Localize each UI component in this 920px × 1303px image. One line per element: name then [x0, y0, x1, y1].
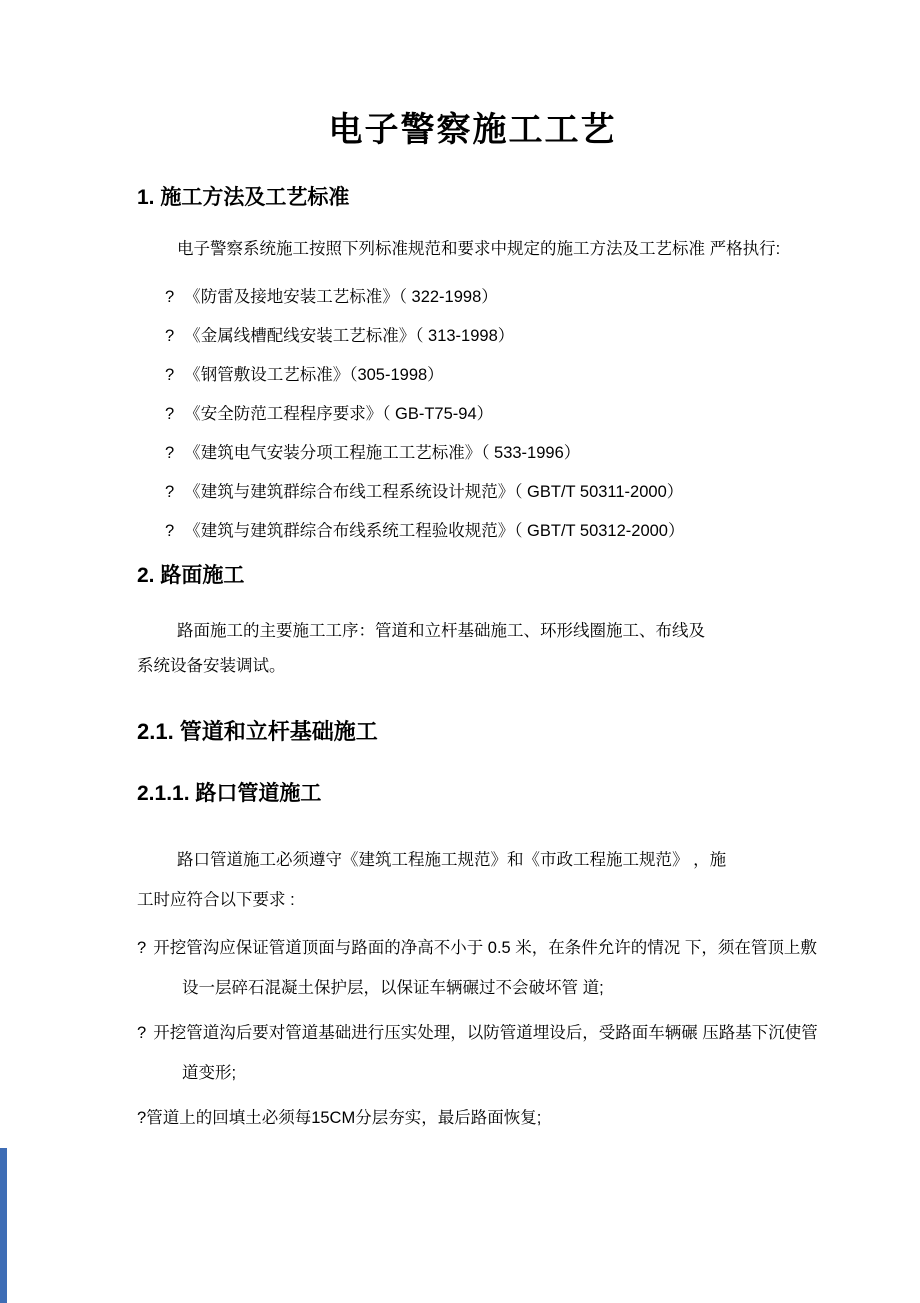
list-item-text: 《防雷及接地安装工艺标准》（ 322-1998） [184, 288, 498, 306]
list-item-text: 开挖管道沟后要对管道基础进行压实处理，以防管道埋设后，受路面车辆碾 压路基下沉使管 [153, 1024, 818, 1042]
standards-list [137, 286, 808, 542]
bullet-marker: ? [137, 939, 147, 957]
bullet-marker: ? [165, 366, 175, 384]
list-item [165, 481, 808, 503]
list-item [137, 1098, 808, 1138]
paragraph-line: 路口管道施工必须遵守《建筑工程施工规范》和《市政工程施工规范》 ，施 [177, 851, 727, 869]
paragraph-line: 工时应符合以下要求 : [137, 891, 295, 909]
heading-pipe-pole-foundation: 2.1. 管道和立杆基础施工 [137, 719, 378, 744]
paragraph-pipe-rules [137, 840, 808, 920]
left-edge-blue-bar [0, 1148, 7, 1303]
list-item-text: 《安全防范工程程序要求》（ GB-T75-94） [184, 405, 494, 423]
list-item-line [137, 1013, 818, 1053]
bullet-marker: ? [137, 1109, 147, 1127]
list-item-text: 《建筑电气安装分项工程施工工艺标准》（ 533-1996） [184, 444, 581, 462]
bullet-marker: ? [165, 405, 175, 423]
bullet-marker: ? [165, 327, 175, 345]
paragraph-road-overview [137, 614, 808, 684]
requirements-list [137, 928, 818, 1138]
heading-intersection-pipe: 2.1.1. 路口管道施工 [137, 782, 322, 805]
list-item-text: 《建筑与建筑群综合布线系统工程验收规范》（ GBT/T 50312-2000） [184, 522, 685, 540]
list-item-text: 《钢管敷设工艺标准》（305-1998） [184, 366, 444, 384]
list-item [165, 520, 808, 542]
list-item-line: 设一层碎石混凝土保护层，以保证车辆碾过不会破坏管 道; [182, 979, 604, 997]
list-item [137, 928, 817, 1008]
paragraph-line: 系统设备安装调试。 [137, 657, 286, 675]
bullet-marker: ? [137, 1024, 147, 1042]
heading-construction-methods: 1. 施工方法及工艺标准 [137, 186, 350, 209]
list-item [165, 364, 808, 386]
list-item [165, 403, 808, 425]
bullet-marker: ? [165, 288, 175, 306]
list-item-text: 管道上的回填土必须每15CM分层夯实，最后路面恢复; [146, 1109, 542, 1127]
list-item-text: 开挖管沟应保证管道顶面与路面的净高不小于 0.5 米，在条件允许的情况 下，须在管顶上敷 [153, 939, 817, 957]
list-item [165, 442, 808, 464]
document-title: 电子警察施工工艺 [328, 111, 617, 149]
list-item [165, 325, 808, 347]
paragraph-line: 路面施工的主要施工工序：管道和立杆基础施工、环形线圈施工、布线及 [177, 622, 705, 640]
heading-road-construction: 2. 路面施工 [137, 564, 245, 587]
list-item-line [137, 928, 817, 968]
list-item-line [137, 1098, 808, 1138]
bullet-marker: ? [165, 522, 175, 540]
paragraph-intro: 电子警察系统施工按照下列标准规范和要求中规定的施工方法及工艺标准 严格执行: [177, 240, 781, 258]
bullet-marker: ? [165, 444, 175, 462]
bullet-marker: ? [165, 483, 175, 501]
list-item [137, 1013, 818, 1093]
list-item-text: 《建筑与建筑群综合布线工程系统设计规范》（ GBT/T 50311-2000） [184, 483, 684, 501]
list-item-text: 《金属线槽配线安装工艺标准》（ 313-1998） [184, 327, 515, 345]
list-item-line: 道变形; [182, 1064, 237, 1082]
list-item [165, 286, 808, 308]
